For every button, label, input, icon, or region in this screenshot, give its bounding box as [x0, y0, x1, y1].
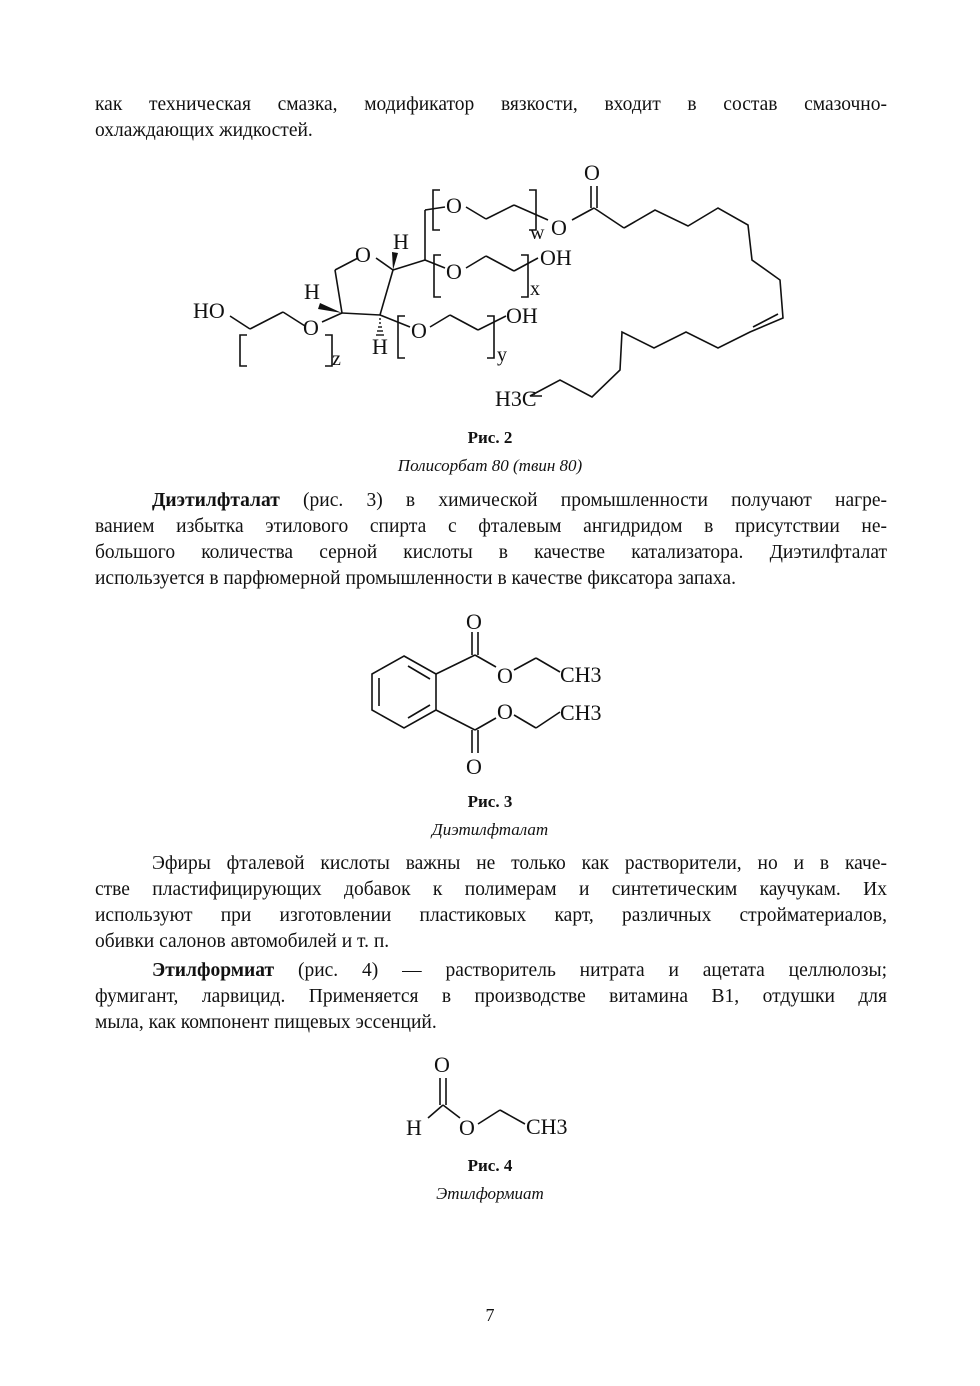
text-line: (рис. 3) в химической промышленности получают нагре- [279, 490, 887, 511]
figure-3-number: Рис. 3 [467, 792, 513, 811]
atom-label: HO [193, 298, 225, 323]
atom-label: H3C [495, 386, 537, 411]
text-line: стве пластифицирующих добавок к полимерам и синтетическим каучукам. Их [95, 879, 887, 900]
text-line: большого количества серной кислоты в качестве катализатора. Диэтилфталат [95, 542, 887, 563]
text-line: охлаждающих жидкостей. [95, 120, 313, 141]
subscript-label: x [530, 278, 540, 300]
subscript-label: w [530, 222, 545, 244]
atom-label: O [434, 1052, 450, 1077]
atom-label: O [497, 663, 513, 688]
figure-2-number: Рис. 2 [467, 428, 513, 447]
figure-2-title: Полисорбат 80 (твин 80) [397, 456, 583, 475]
atom-label: O [446, 193, 462, 218]
text-line: обивки салонов автомобилей и т. п. [95, 931, 390, 952]
atom-label: OH [506, 303, 538, 328]
figure-3-title: Диэтилфталат [431, 820, 549, 839]
atom-label: O [497, 699, 513, 724]
text-line: мыла, как компонент пищевых эссенций. [95, 1012, 437, 1033]
term-bold: Диэтилфталат [152, 490, 280, 511]
atom-label: OH [540, 245, 572, 270]
atom-label: O [446, 259, 462, 284]
subscript-label: y [497, 344, 507, 366]
text-line: используют при изготовлении пластиковых карт, различных стройматериалов, [95, 905, 887, 926]
atom-label: H [393, 229, 409, 254]
text-line: используется в парфюмерной промышленности в качестве фиксатора запаха. [95, 568, 736, 589]
page-number: 7 [485, 1305, 495, 1325]
atom-label: H [406, 1115, 422, 1140]
atom-label: CH3 [526, 1114, 568, 1139]
text-line: Эфиры фталевой кислоты важны не только как растворители, но и в каче- [152, 853, 887, 874]
figure-4-number: Рис. 4 [467, 1156, 513, 1175]
text-line: ванием избытка этилового спирта с фталевым ангидридом в присутствии не- [95, 516, 887, 537]
term-bold: Этилформиат [152, 960, 275, 981]
atom-label: O [411, 318, 427, 343]
atom-label: CH3 [560, 700, 602, 725]
atom-label: H [304, 279, 320, 304]
atom-label: CH3 [560, 662, 602, 687]
atom-label: O [459, 1115, 475, 1140]
atom-label: O [466, 609, 482, 634]
figure-4-title: Этилформиат [436, 1184, 544, 1203]
atom-label: O [584, 160, 600, 185]
atom-label: O [355, 242, 371, 267]
text-line: фумигант, ларвицид. Применяется в производстве витамина B1, отдушки для [95, 986, 887, 1007]
text-line: как техническая смазка, модификатор вязкости, входит в состав смазочно- [95, 94, 887, 115]
atom-label: O [551, 215, 567, 240]
atom-label: O [466, 754, 482, 779]
subscript-label: z [332, 348, 341, 370]
atom-label: H [372, 334, 388, 359]
text-line: (рис. 4) — растворитель нитрата и ацетата целлюлозы; [274, 960, 887, 981]
atom-label: O [303, 315, 319, 340]
